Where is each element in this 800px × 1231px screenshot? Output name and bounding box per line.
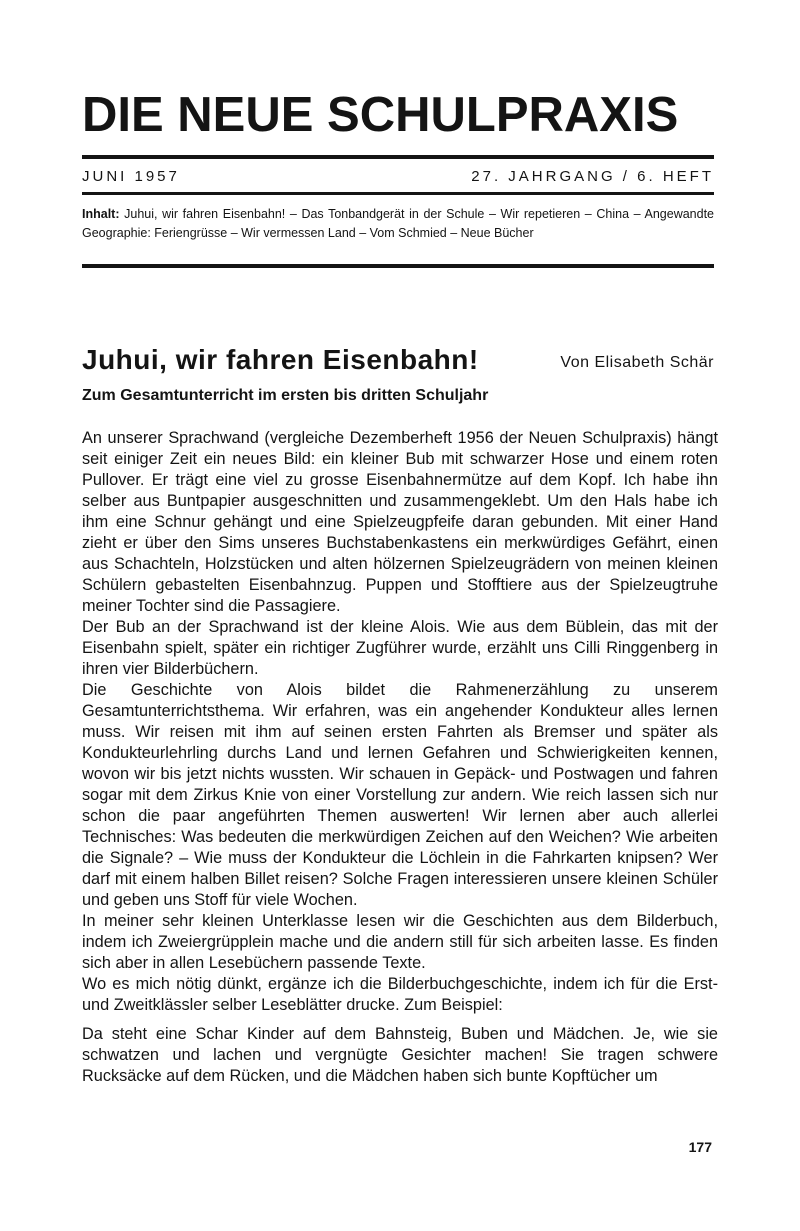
article-body (82, 428, 718, 1087)
contents-label: Inhalt: (82, 207, 120, 221)
issue-info-row (82, 164, 714, 190)
table-of-contents (82, 205, 714, 243)
article-author: Von Elisabeth Schär (560, 354, 714, 371)
paragraph-3: Die Geschichte von Alois bildet die Rahmenerzählung zu unserem Gesamtunterrichtsthema. Wir erfahren, was ein angehender Kondukteur alles lernen muss. Wir reisen mit ihm auf seinen ersten Fahrten als Bremser und später als Kondukteurlehrling durchs Land und lernen Gefahren und Schwierigkeiten kennen, wovon wir bis jetzt nichts wussten. Wir schauen in Gepäck- und Postwagen und fahren sogar mit dem Zirkus Knie von einer Vorstellung zur andern. Wie reich lassen sich nur schon die paar angeführten Themen auswerten! Wir lernen aber auch allerlei Technisches: Was bedeuten die merkwürdigen Zeichen auf den Weichen? Wie arbeiten die Signale? – Wie muss der Kondukteur die Löchlein in die Fahrkarten knipsen? Wer darf mit einem halben Billet reisen? Solche Fragen interessieren unsere kleinen Schüler und geben uns Stoff für viele Wochen. (82, 681, 718, 909)
page-number: 177 (688, 1139, 712, 1155)
header-rule-top (82, 155, 714, 159)
paragraph-2: Der Bub an der Sprachwand ist der kleine Alois. Wie aus dem Büblein, das mit der Eisenbahn spielt, später ein richtiger Zugführer wurde, erzählt uns Cilli Ringgenberg in ihren vier Bilderbüchern. (82, 618, 718, 678)
header-rule-bottom (82, 264, 714, 268)
paragraph-4: In meiner sehr kleinen Unterklasse lesen wir die Geschichten aus dem Bilderbuch, indem ich Zweiergrüpplein mache und die andern still für sich arbeiten lasse. Es finden sich aber in allen Lesebüchern passende Texte. (82, 912, 718, 972)
contents-text: Juhui, wir fahren Eisenbahn! – Das Tonbandgerät in der Schule – Wir repetieren – China – Angewandte Geographie: Feriengrüsse – Wir vermessen Land – Vom Schmied – Neue Bücher (82, 207, 715, 240)
paragraph-1: An unserer Sprachwand (vergleiche Dezemberheft 1956 der Neuen Schulpraxis) hängt seit einiger Zeit ein neues Bild: ein kleiner Bub mit schwarzer Hose und einem roten Pullover. Er trägt eine viel zu grosse Eisenbahnermütze auf dem Kopf. Ich habe ihn selber aus Buntpapier ausgeschnitten und zusammengeklebt. Um den Hals habe ich ihm eine Schnur gehängt und eine Spielzeugpfeife daran gebunden. Mit einer Hand zieht er über den Sims unseres Buchstabenkastens ein merkwürdiges Gefährt, einen aus Schachteln, Holzstücken und alten hölzernen Spielzeugrädern von meinen kleinen Schülern gebastelten Eisenbahnzug. Puppen und Stofftiere aus der Spielzeugtruhe meiner Tochter sind die Passagiere. (82, 429, 718, 615)
issue-date: JUNI 1957 (82, 168, 180, 185)
masthead-title: DIE NEUE SCHULPRAXIS (82, 88, 679, 142)
article-subtitle: Zum Gesamtunterricht im ersten bis dritten Schuljahr (82, 387, 489, 404)
issue-volume: 27. JAHRGANG / 6. HEFT (471, 168, 714, 185)
article-title: Juhui, wir fahren Eisenbahn! (82, 344, 479, 375)
paragraph-6: Da steht eine Schar Kinder auf dem Bahnsteig, Buben und Mädchen. Je, wie sie schwatzen und lachen und vergnügte Gesichter machen! Sie tragen schwere Rucksäcke auf dem Rücken, und die Mädchen haben sich bunte Kopftücher um (82, 1025, 718, 1085)
paragraph-5: Wo es mich nötig dünkt, ergänze ich die Bilderbuchgeschichte, indem ich für die Erst- und Zweitklässler selber Leseblätter drucke. Zum Beispiel: (82, 975, 718, 1014)
header-rule-middle (82, 192, 714, 195)
